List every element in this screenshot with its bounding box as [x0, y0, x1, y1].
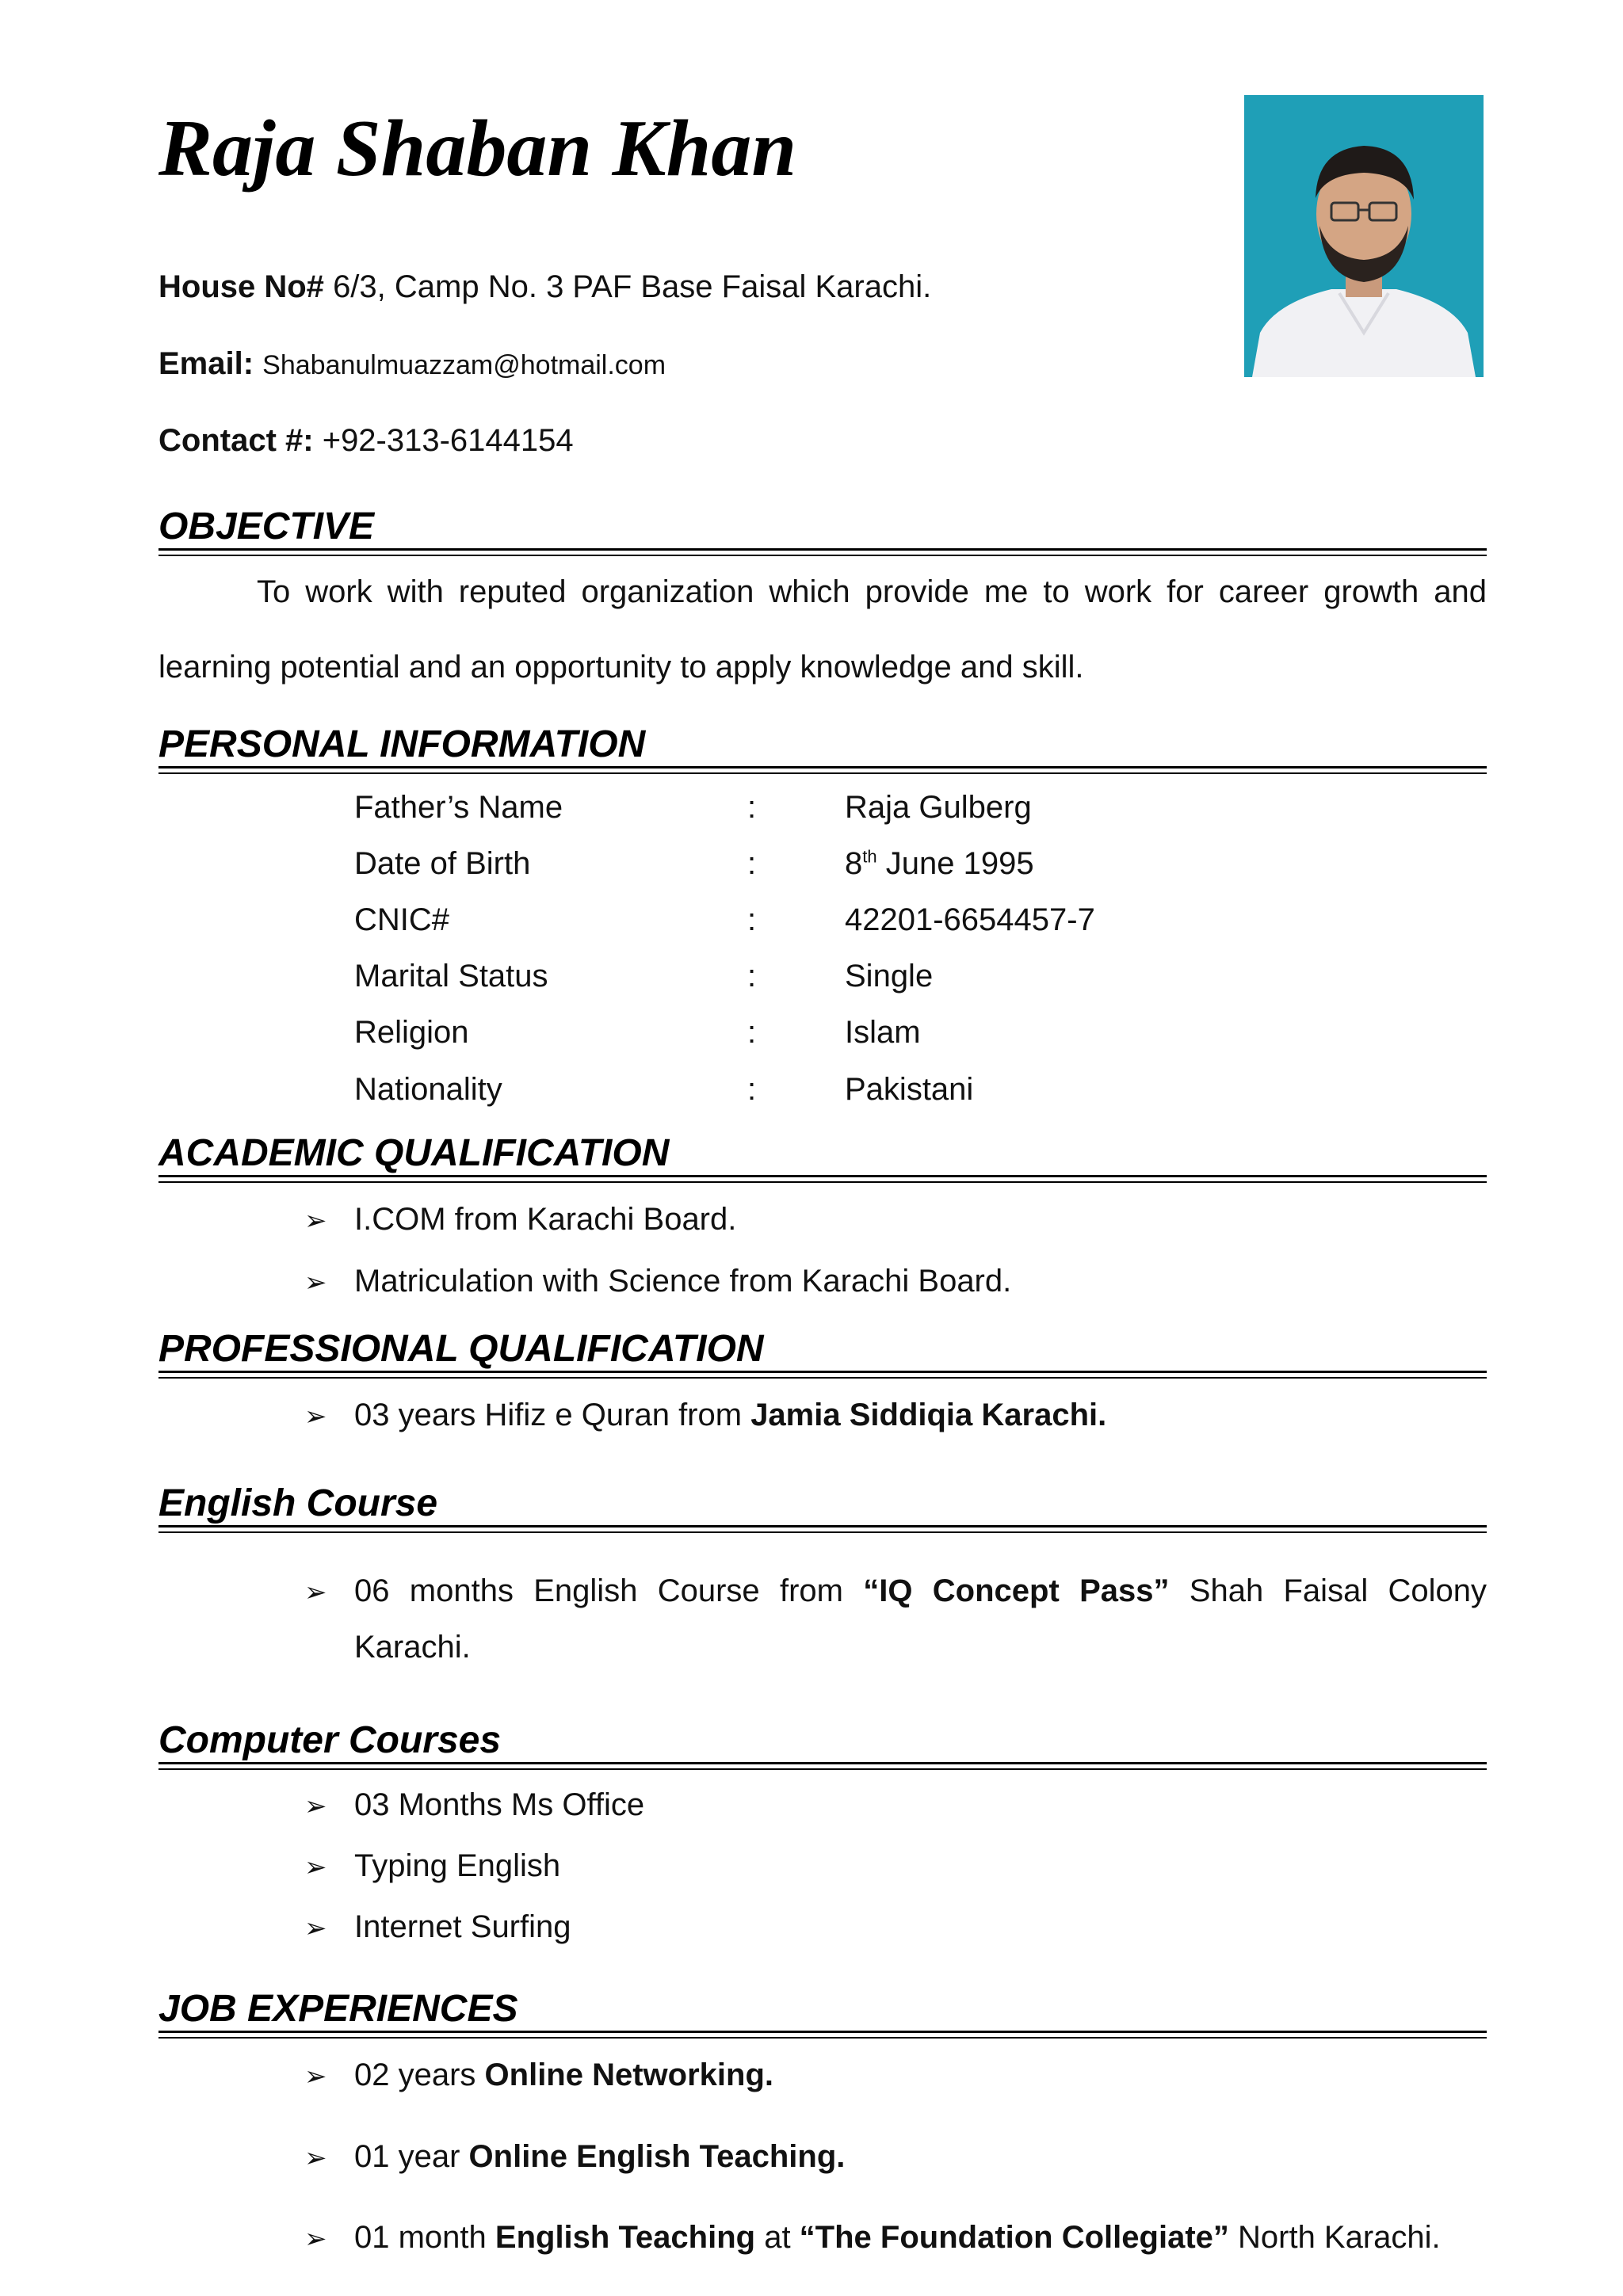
job-location: North Karachi. — [1228, 2220, 1441, 2255]
job-title: Online English Teaching. — [468, 2139, 846, 2174]
english-item-location: Shah Faisal Colony Karachi. — [354, 1573, 1487, 1665]
objective-heading: OBJECTIVE — [158, 505, 375, 547]
professional-rule-bottom — [158, 1377, 1487, 1379]
info-label: Marital Status — [354, 959, 548, 994]
dob-rest: June 1995 — [876, 846, 1034, 881]
info-value: Raja Gulberg — [845, 790, 1032, 825]
email-line — [158, 346, 666, 382]
jobs-heading: JOB EXPERIENCES — [158, 1988, 518, 2030]
professional-item-institution: Jamia Siddiqia Karachi. — [750, 1398, 1107, 1432]
job-item — [354, 2220, 1441, 2256]
info-value: 42201-6654457-7 — [845, 902, 1095, 937]
bullet-arrow-icon: ➢ — [304, 1206, 327, 1236]
dob-suffix: th — [862, 846, 877, 867]
english-item-text: 06 months English Course from — [354, 1573, 864, 1608]
contact-value: +92-313-6144154 — [322, 423, 574, 458]
info-label: Father’s Name — [354, 790, 563, 825]
bullet-arrow-icon: ➢ — [304, 2143, 327, 2173]
info-label: Religion — [354, 1015, 469, 1050]
professional-heading: PROFESSIONAL QUALIFICATION — [158, 1328, 764, 1370]
bullet-arrow-icon: ➢ — [304, 1791, 327, 1821]
bullet-arrow-icon: ➢ — [304, 2224, 327, 2254]
job-item — [354, 2139, 845, 2175]
computer-item: 03 Months Ms Office — [354, 1787, 645, 1822]
objective-rule-top — [158, 548, 1487, 551]
info-colon: : — [747, 902, 757, 937]
info-colon: : — [747, 790, 757, 825]
personal-info-heading: PERSONAL INFORMATION — [158, 723, 646, 765]
personal-info-rule-top — [158, 766, 1487, 769]
address-line — [158, 269, 931, 305]
bullet-arrow-icon: ➢ — [304, 2061, 327, 2092]
jobs-rule-top — [158, 2031, 1487, 2033]
computer-item: Typing English — [354, 1848, 561, 1883]
portrait-image — [1244, 95, 1484, 377]
dob-day: 8 — [845, 846, 863, 881]
bullet-arrow-icon: ➢ — [304, 1852, 327, 1882]
contact-label: Contact #: — [158, 423, 314, 458]
house-value: 6/3, Camp No. 3 PAF Base Faisal Karachi. — [333, 269, 932, 304]
english-item-institution: “IQ Concept Pass” — [863, 1573, 1170, 1608]
info-colon: : — [747, 1072, 757, 1107]
objective-body: To work with reputed organization which provide me to work for career growth and learning potential and an opportunity to apply knowledge and skill. — [158, 574, 1487, 685]
info-value-dob — [845, 846, 1034, 882]
english-item — [354, 1563, 1487, 1676]
candidate-name: Raja Shaban Khan — [158, 104, 797, 193]
info-value: Islam — [845, 1015, 921, 1050]
job-title: English Teaching — [495, 2220, 756, 2255]
info-colon: : — [747, 1015, 757, 1050]
professional-item — [354, 1398, 1106, 1433]
computer-heading: Computer Courses — [158, 1719, 502, 1761]
academic-item: I.COM from Karachi Board. — [354, 1202, 737, 1237]
info-label: Date of Birth — [354, 846, 531, 881]
academic-rule-top — [158, 1175, 1487, 1177]
computer-item: Internet Surfing — [354, 1909, 571, 1944]
info-colon: : — [747, 846, 757, 881]
info-label: CNIC# — [354, 902, 450, 937]
academic-item: Matriculation with Science from Karachi Board. — [354, 1264, 1012, 1299]
house-label: House No# — [158, 269, 324, 304]
bullet-arrow-icon: ➢ — [304, 1577, 327, 1608]
bullet-arrow-icon: ➢ — [304, 1402, 327, 1432]
jobs-rule-bottom — [158, 2037, 1487, 2039]
job-duration: 01 year — [354, 2139, 469, 2174]
info-label: Nationality — [354, 1072, 502, 1107]
email-value: Shabanulmuazzam@hotmail.com — [262, 350, 666, 380]
academic-heading: ACADEMIC QUALIFICATION — [158, 1132, 670, 1174]
professional-item-text: 03 years Hifiz e Quran from — [354, 1398, 751, 1432]
english-rule-bottom — [158, 1531, 1487, 1533]
job-duration: 01 month — [354, 2220, 495, 2255]
info-value: Single — [845, 959, 934, 994]
computer-rule-bottom — [158, 1768, 1487, 1770]
bullet-arrow-icon: ➢ — [304, 1913, 327, 1943]
job-employer: “The Foundation Collegiate” — [799, 2220, 1229, 2255]
english-heading: English Course — [158, 1482, 438, 1524]
job-title: Online Networking. — [484, 2058, 774, 2092]
info-value: Pakistani — [845, 1072, 974, 1107]
contact-line — [158, 423, 574, 459]
job-connector: at — [755, 2220, 800, 2255]
job-duration: 02 years — [354, 2058, 485, 2092]
job-item — [354, 2058, 773, 2093]
academic-rule-bottom — [158, 1181, 1487, 1183]
info-colon: : — [747, 959, 757, 994]
email-label: Email: — [158, 346, 254, 381]
bullet-arrow-icon: ➢ — [304, 1268, 327, 1298]
personal-info-rule-bottom — [158, 772, 1487, 774]
professional-rule-top — [158, 1371, 1487, 1373]
objective-text — [158, 555, 1487, 705]
computer-rule-top — [158, 1762, 1487, 1764]
english-rule-top — [158, 1525, 1487, 1527]
profile-photo — [1244, 95, 1484, 377]
